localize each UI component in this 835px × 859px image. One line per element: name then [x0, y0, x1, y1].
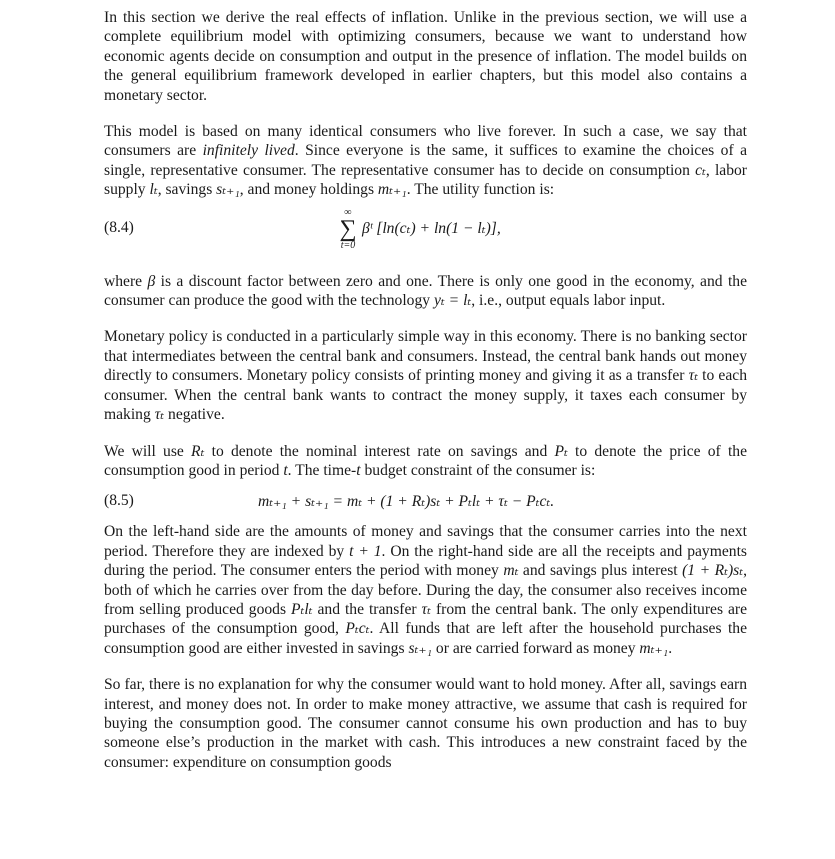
p4-text-c: negative. — [164, 406, 225, 424]
math-tau-t-2: τₜ — [154, 406, 165, 424]
p2-text-e: , savings — [157, 181, 217, 199]
equation-number: (8.4) — [104, 218, 134, 236]
paragraph-6 — [104, 522, 747, 658]
equation-8-4 — [104, 208, 747, 266]
sum-lower-limit: t=0 — [340, 239, 356, 251]
p6-text-a: On the left-hand side are the amounts of money and savings that the consumer carries into the next period. Therefore they are indexed by — [104, 523, 747, 560]
math-tau-t: τₜ — [688, 367, 699, 385]
p5-text-b: to denote the nominal interest rate on savings and — [204, 442, 555, 460]
math-P-l: Pₜlₜ — [290, 600, 313, 618]
p6-text-g: . All funds that are left after the household purchases the consumption good are either invested in savings — [104, 620, 748, 657]
p6-text-e: and the transfer — [312, 600, 422, 618]
math-P-c: Pₜcₜ — [345, 620, 370, 638]
paragraph-4 — [104, 327, 747, 424]
p6-text-b: . On the right-hand side are all the receipts and payments during the period. The consumer enters the period with money — [104, 542, 747, 580]
math-m-t1: mₜ₊₁ — [377, 181, 407, 199]
p6-text-f: from the central bank. The only expenditures are purchases of the consumption good, — [104, 600, 747, 638]
p6-text-c: and savings plus interest — [518, 562, 683, 580]
p6-text-i: . — [668, 639, 673, 657]
page-content — [104, 8, 747, 772]
math-beta: β — [147, 272, 156, 290]
equation-8-5 — [104, 488, 747, 522]
paragraph-1 — [104, 8, 747, 105]
math-t: t — [283, 461, 288, 479]
p3-text-b: is a discount factor between zero and one. There is only one good in the economy, and the consumer can produce the good with the technology — [104, 272, 747, 310]
p2-text-a: This model is based on many identical consumers who live forever. In such a case, we say that consumers are — [104, 123, 747, 160]
paragraph-7 — [104, 675, 747, 772]
math-tau-t-3: τₜ — [421, 600, 431, 618]
math-c-t: cₜ — [695, 161, 706, 179]
math-l-t: lₜ — [149, 181, 158, 199]
paragraph-2 — [104, 122, 747, 200]
sigma-icon: ∑ — [339, 215, 357, 242]
p5-text-a: We will use — [104, 442, 192, 460]
equation-number: (8.5) — [104, 492, 134, 510]
p5-text-e: budget constraint of the consumer is: — [360, 461, 596, 479]
p2-text-d: , labor supply — [104, 161, 747, 199]
paragraph-3 — [104, 272, 747, 311]
math-technology: yₜ = lₜ — [433, 292, 472, 310]
p6-text-h: or are carried forward as money — [432, 639, 640, 657]
math-m-t: mₜ — [503, 562, 519, 580]
paragraph-7-text: So far, there is no explanation for why the consumer would want to hold money. After all, savings earn interest, and money does not. In order to make money attractive, we assume that cash is required for buying the consumption good. The consumer cannot consume his own production and has to buy someone else’s production in the market with cash. This introduces a new constraint faced by the consumer: expenditure on consumption goods — [104, 676, 747, 771]
math-m-t1-2: mₜ₊₁ — [639, 639, 669, 657]
p4-text-b: to each consumer. When the central bank wants to contract the money supply, it taxes each consumer by making — [104, 367, 747, 424]
p2-text-c: . Since everyone is the same, it suffices to examine the choices of a single, representative consumer. The representative consumer has to decide on consumption — [104, 142, 747, 179]
p4-text-a: Monetary policy is conducted in a particularly simple way in this economy. There is no banking sector that intermediates between the central bank and consumers. Instead, the central bank hands out money directly to consumers. Monetary policy consists of printing money and giving it as a transfer — [104, 328, 747, 385]
p3-text-a: where — [104, 272, 148, 290]
equation-body: βᵗ [ln(cₜ) + ln(1 − lₜ)], — [362, 219, 501, 237]
infinitely-lived-term: infinitely lived — [202, 142, 295, 160]
p3-text-c: , i.e., output equals labor input. — [471, 292, 666, 310]
math-s-t1: sₜ₊₁ — [216, 181, 240, 199]
sum-upper-limit: ∞ — [344, 206, 352, 218]
math-t-plus-1: t + 1 — [349, 542, 382, 560]
math-P-t: Pₜ — [554, 442, 568, 460]
p6-text-d: , both of which he carries over from the day before. During the day, the consumer also receives income from selling produced goods — [104, 562, 747, 618]
paragraph-5 — [104, 442, 747, 481]
p5-text-d: . The time- — [287, 461, 357, 479]
equation-body: mₜ₊₁ + sₜ₊₁ = mₜ + (1 + Rₜ)sₜ + Pₜlₜ + τₜ − Pₜcₜ. — [258, 493, 555, 511]
p2-text-f: , and money holdings — [239, 181, 378, 199]
p2-text-g: . The utility function is: — [406, 181, 555, 199]
math-interest: (1 + Rₜ)sₜ — [682, 562, 744, 580]
p5-text-c: to denote the price of the consumption good in period — [104, 442, 747, 479]
math-t-2: t — [356, 461, 361, 479]
paragraph-1-text: In this section we derive the real effects of inflation. Unlike in the previous section, we will use a complete equilibrium model with optimizing consumers, because we want to understand how economic agents decide on consumption and output in the presence of inflation. The model builds on the general equilibrium framework developed in earlier chapters, but this model also contains a monetary sector. — [104, 9, 747, 104]
math-R-t: Rₜ — [191, 442, 205, 460]
math-s-t1-2: sₜ₊₁ — [408, 639, 433, 657]
summation-sign — [336, 208, 360, 252]
